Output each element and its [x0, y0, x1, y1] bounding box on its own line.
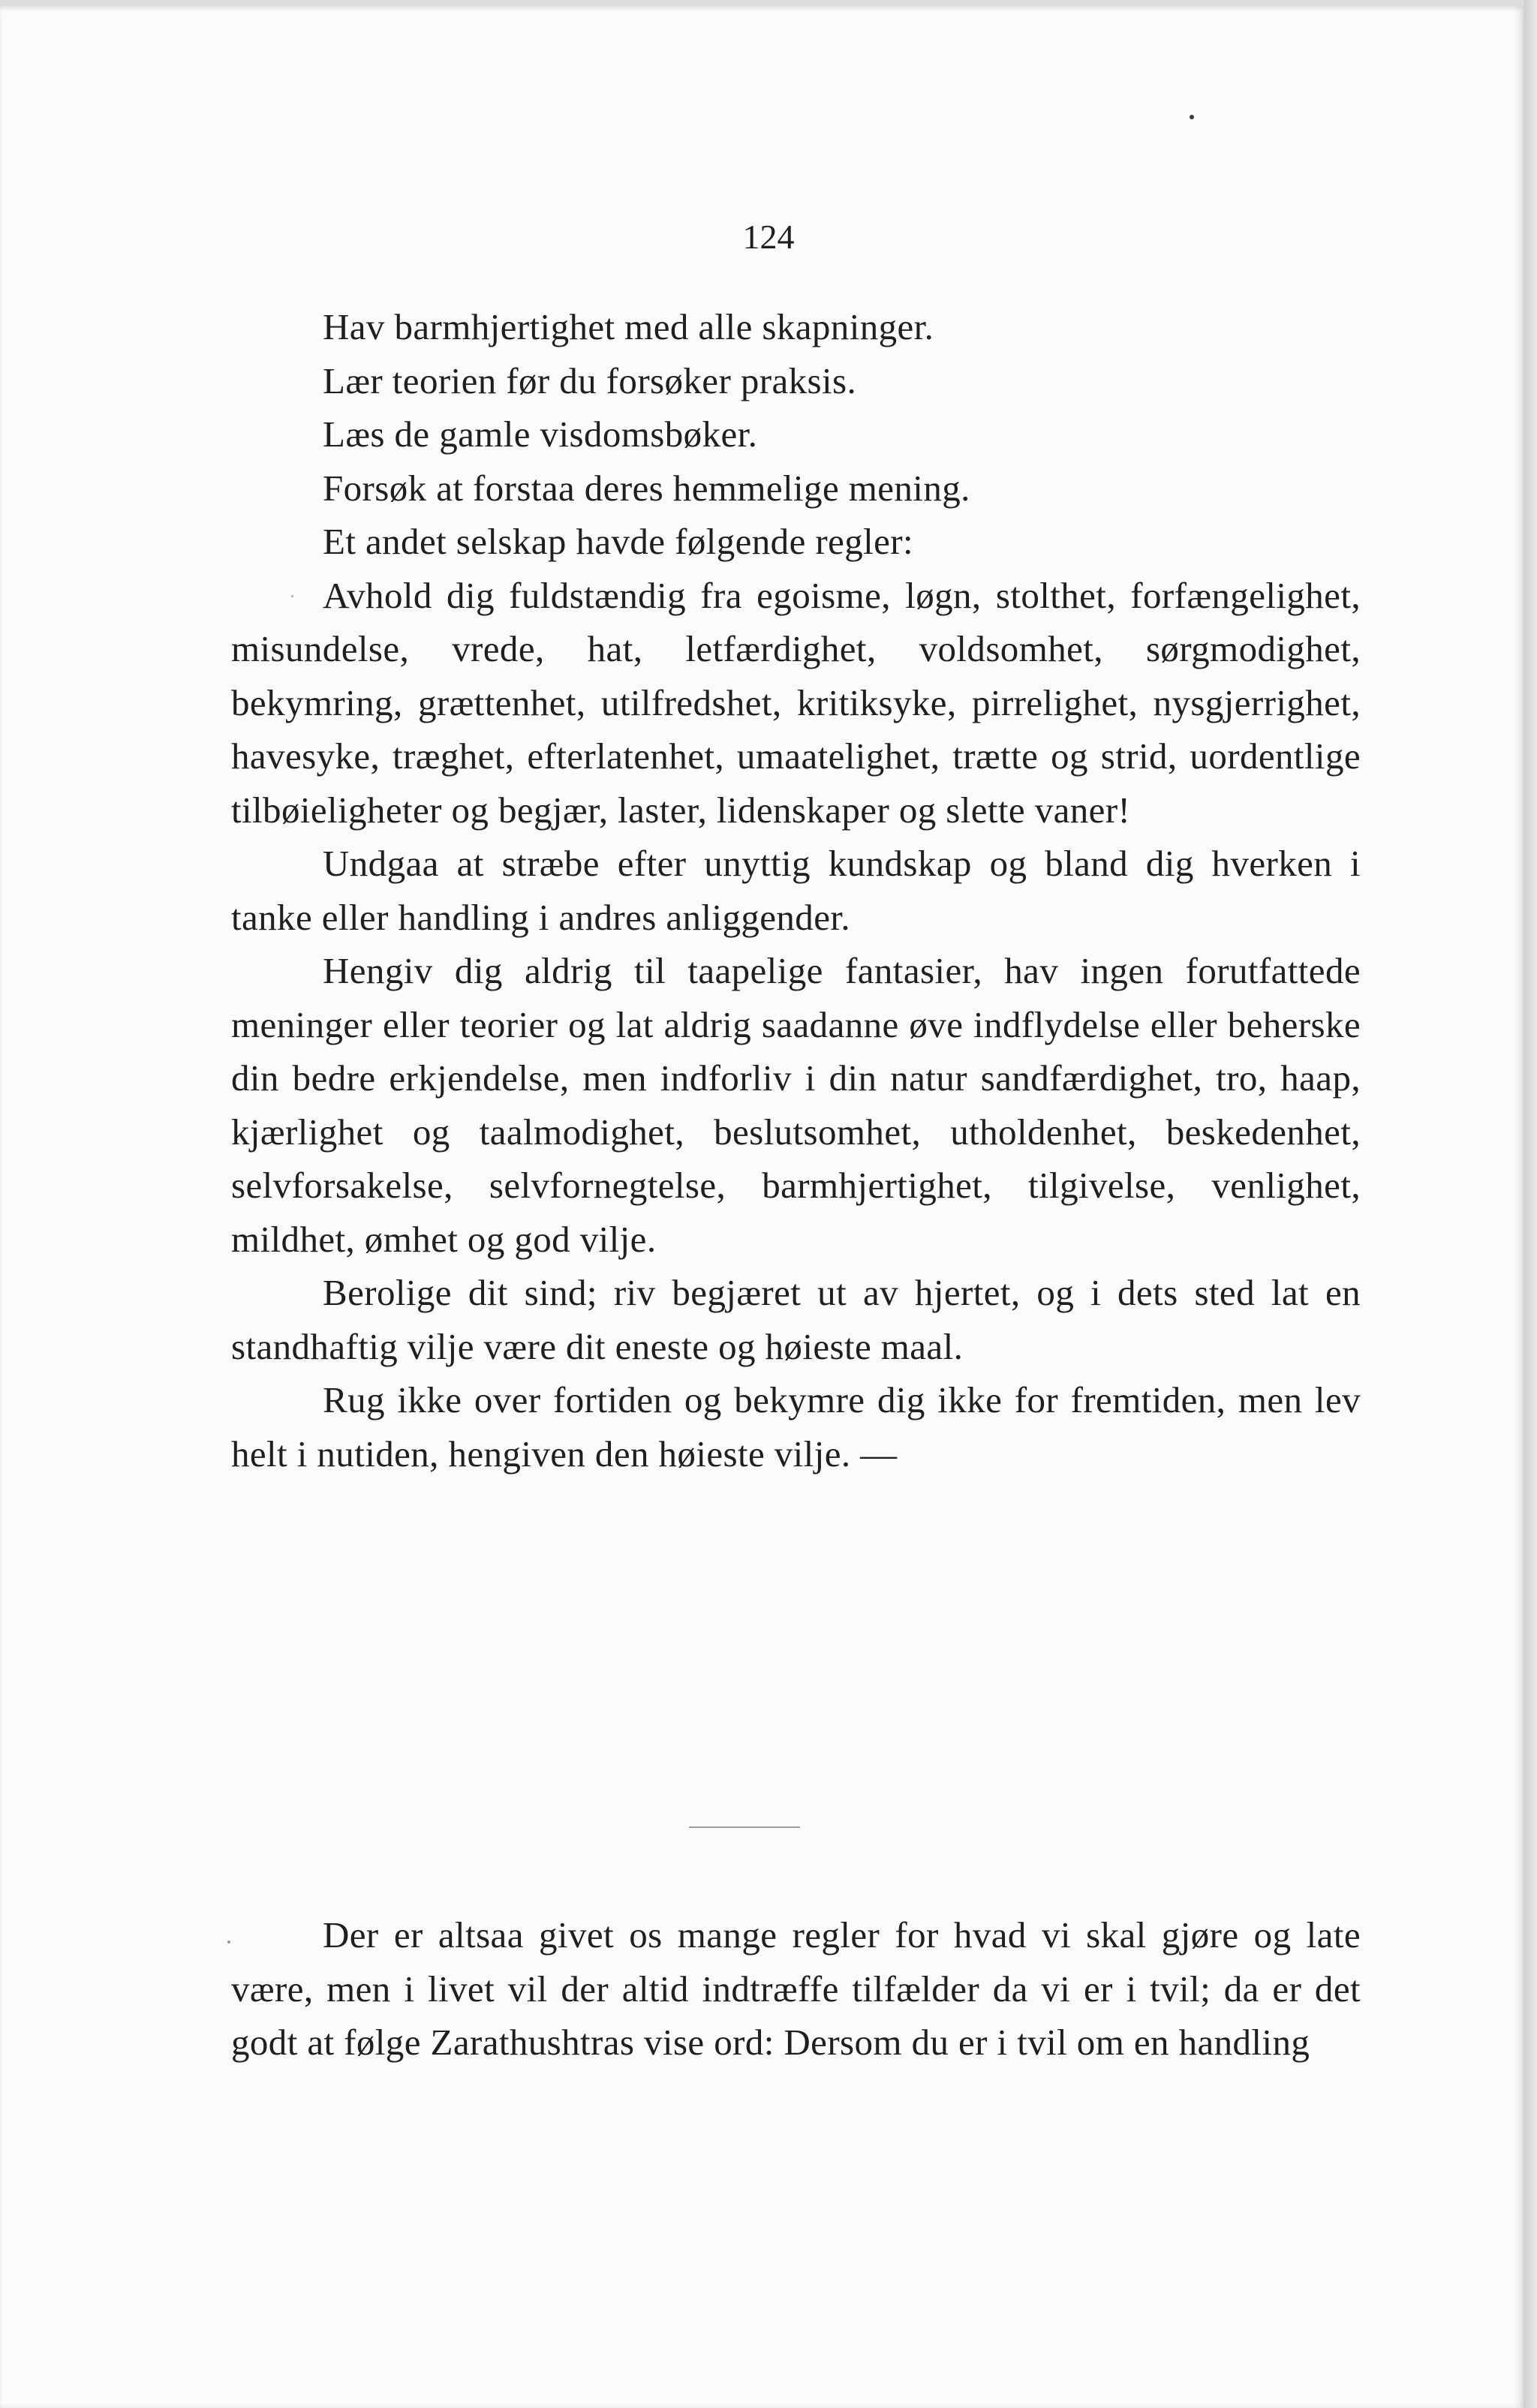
- paragraph-avhold: Avhold dig fuldstændig fra egoisme, løgn, stolthet, forfængelighet, misundelse, vrede, hat, letfærdighet, voldsomhet, sørgmodighet, bekymring, grættenhet, utilfredshet, kritiksyke, pirrelighet, nysgjerrighet, havesyke, træghet, efterlatenhet, umaatelighet, trætte og strid, uordentlige tilbøieligheter og begjær, laster, lidenskaper og slette vaner!: [231, 574, 1361, 831]
- opening-line-5: Et andet selskap havde følgende regler:: [323, 521, 914, 562]
- main-text-block: [231, 300, 1361, 1481]
- opening-line-1: Hav barmhjertighet med alle skapninger.: [323, 306, 934, 347]
- opening-line-3: Læs de gamle visdomsbøker.: [323, 413, 758, 455]
- section-separator-rule: [689, 1826, 800, 1828]
- page-number: 124: [742, 218, 795, 256]
- scan-edge: [1523, 0, 1537, 2408]
- paper-speck: [227, 1941, 230, 1944]
- paragraph-closing: Der er altsaa givet os mange regler for hvad vi skal gjøre og late være, men i livet vil der altid indtræffe tilfælder da vi er i tvil; da er det godt at følge Zarathushtras vise ord: Dersom du er i tvil om en handling: [231, 1914, 1361, 2063]
- book-page: [0, 6, 1526, 2408]
- paragraph-berolige: Berolige dit sind; riv begjæret ut av hjertet, og i dets sted lat en standhaftig vilje være dit eneste og høieste maal.: [231, 1272, 1361, 1367]
- paper-speck: [291, 595, 293, 597]
- paragraph-hengiv: Hengiv dig aldrig til taapelige fantasier, hav ingen forutfattede meninger eller teorier og lat aldrig saadanne øve indflydelse eller beherske din bedre erkjendelse, men indforliv i din natur sandfærdighet, tro, haap, kjærlighet og taalmodighet, beslutsomhet, utholdenhet, beskedenhet, selvforsakelse, selvfornegtelse, barmhjertighet, tilgivelse, venlighet, mildhet, ømhet og god vilje.: [231, 950, 1361, 1260]
- paragraph-undgaa: Undgaa at stræbe efter unyttig kundskap og bland dig hverken i tanke eller handling i andres anliggender.: [231, 843, 1361, 938]
- opening-line-2: Lær teorien før du forsøker praksis.: [323, 359, 857, 401]
- paper-speck: [1190, 115, 1194, 119]
- paragraph-rug: Rug ikke over fortiden og bekymre dig ikke for fremtiden, men lev helt i nutiden, hengiven den høieste vilje. —: [231, 1379, 1361, 1475]
- closing-text-block: [231, 1908, 1361, 2070]
- opening-line-4: Forsøk at forstaa deres hemmelige mening.: [323, 467, 970, 509]
